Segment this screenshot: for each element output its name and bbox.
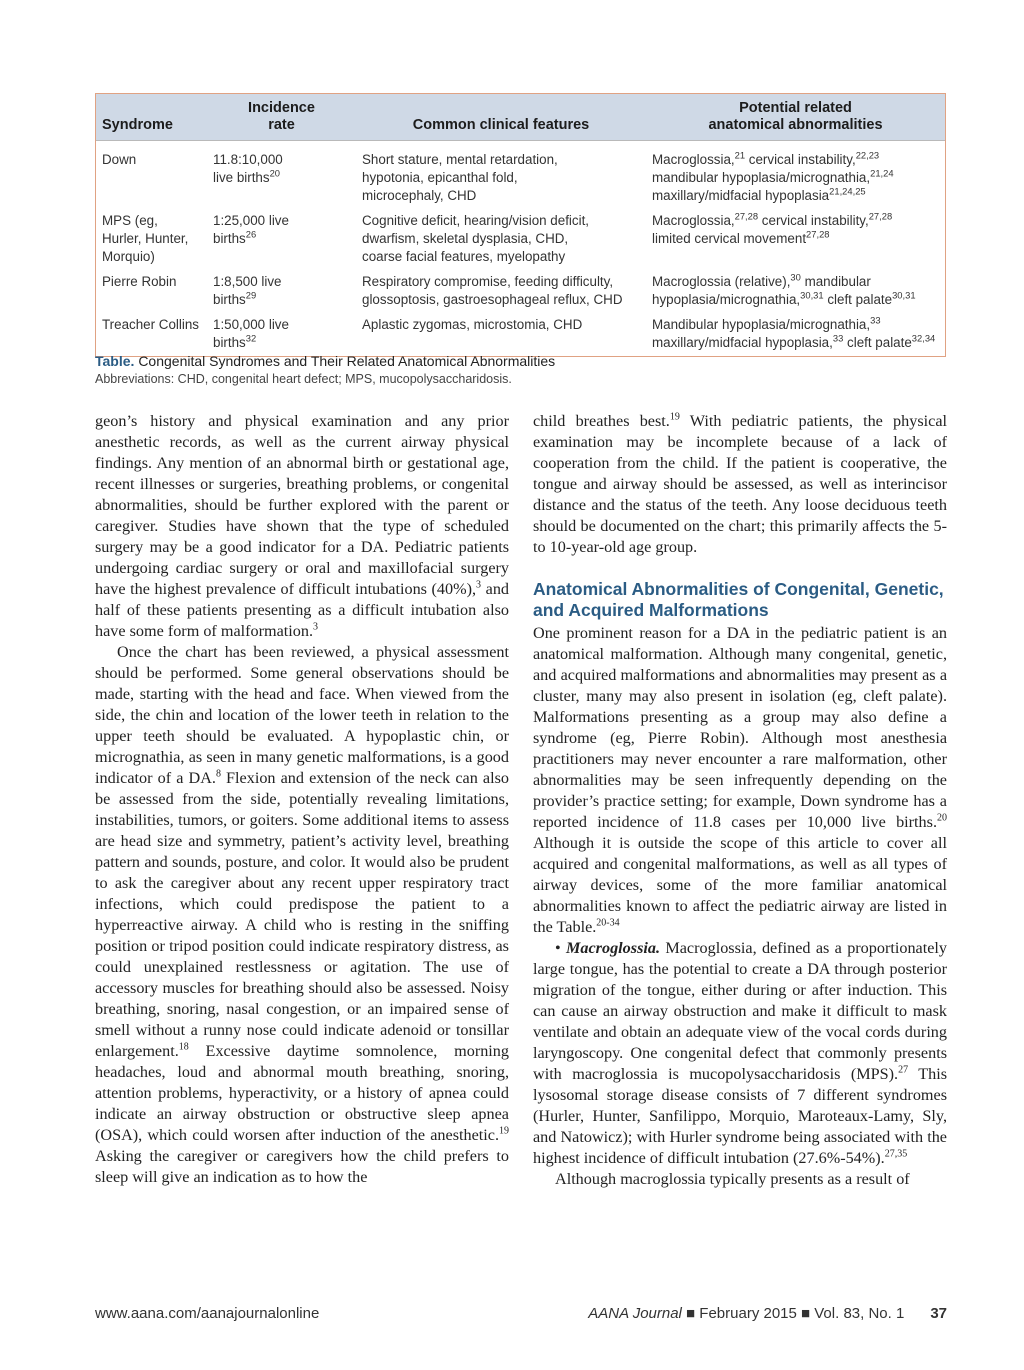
caption-abbreviations: Abbreviations: CHD, congenital heart defect; MPS, mucopolysaccharidosis. xyxy=(95,372,512,386)
table-row xyxy=(96,212,945,273)
incidence-cell: 1:50,000 live births$^{32}$ xyxy=(213,317,289,350)
syndrome-cell: MPS (eg, Hurler, Hunter, Morquio) xyxy=(102,213,189,264)
left-paragraph-1: geon’s history and physical examination and any prior anesthetic records, as well as the current airway physical findings. Any mention of an abnormal birth or gestational age, recent illnesses or surgeries, breathing problems, or congenital abnormalities, should be further explored with the parent or caregiver. Studies have shown that the type of scheduled surgery may be a good indicator for a DA. Pediatric patients undergoing cardiac surgery or oral and maxillofacial surgery have the highest prevalence of difficult intubations (40%),$^3$ and half of these patients presenting as a difficult intubation also have some form of malformation.$^3$ xyxy=(95,412,510,640)
table-row xyxy=(96,316,945,356)
incidence-cell: 11.8:10,000 live births$^{20}$ xyxy=(213,152,283,185)
table-caption xyxy=(95,352,975,388)
footer-journal-info: AANA Journal ■ February 2015 ■ Vol. 83, No. 1 37 xyxy=(588,1305,947,1322)
syndrome-table-section xyxy=(95,93,946,357)
abnormalities-cell: Macroglossia (relative),$^{30}$ mandibular hypoplasia/micrognathia,$^{30,31}$ cleft palate$^{30,31}$ xyxy=(652,272,916,307)
abnormalities-cell: Macroglossia,$^{21}$ cervical instability,$^{22,23}$ mandibular hypoplasia/micrognathia,$^{21,24}$ maxillary/midfacial hypoplasia$^{21,24,25}$ xyxy=(652,150,894,203)
left-column xyxy=(95,411,509,1188)
caption-label: Table. xyxy=(95,353,135,369)
footer-issue: February 2015 ■ Vol. 83, No. 1 xyxy=(699,1305,905,1322)
right-paragraph-2: One prominent reason for a DA in the pediatric patient is an anatomical malformation. Although many congenital, genetic, and acquired malformations and abnormalities may present as a cluster, many may also present in isolation (eg, cleft palate). Malformations presenting as a group may also define a syndrome (eg, Pierre Robin). Although most anesthesia practitioners may never encounter a rare malformation, other abnormalities may be seen infrequently depending on the provider’s practice setting; for example, Down syndrome has a reported incidence of 11.8 cases per 10,000 live births.$^{20}$ Although it is outside the scope of this article to cover all acquired and congenital malformations, as well as all types of airway devices, some of the more familiar anatomical abnormalities known to affect the pediatric airway are listed in the Table.$^{20-34}$ xyxy=(533,624,947,936)
syndrome-cell: Down xyxy=(102,152,137,167)
footer-journal-name: AANA Journal xyxy=(588,1305,682,1322)
left-paragraph-2: Once the chart has been reviewed, a physical assessment should be performed. Some general observations should be made, starting with the head and face. When viewed from the side, the chin and location of the lower teeth in relation to the upper teeth should be evaluated. A hypoplastic chin, or micrognathia, as seen in many genetic malformations, is a good indicator of a DA.$^8$ Flexion and extension of the neck can also be assessed from the side, potentially revealing limitations, instabilities, tumors, or goiters. Some additional items to assess are head size and symmetry, patient’s activity level, breathing pattern and sounds, posture, and color. It would also be prudent to ask the caregiver about any recent upper respiratory tract infections, which could predispose the patient to a hyperreactive airway. A child who is resting in the sniffing position or tripod position could indicate respiratory distress, as could unexplained restlessness or agitation. The use of accessory muscles for breathing should also be assessed. Noisy breathing, snoring, nasal congestion, or an impaired sense of smell without a runny nose could indicate adenoid or tonsillar enlargement.$^{18}$ Excessive daytime somnolence, morning headaches, loud and abnormal mouth breathing, snoring, attention problems, hyperactivity, or a history of apnea could indicate an airway obstruction or obstructive sleep apnea (OSA), which could worsen after induction of the anesthetic.$^{19}$ Asking the caregiver or caregivers how the child prefers to sleep will give an indication as to how the xyxy=(95,643,509,1186)
caption-title-line xyxy=(95,352,975,371)
abnormalities-cell: Macroglossia,$^{27,28}$ cervical instability,$^{27,28}$ limited cervical movement$^{27,28}$ xyxy=(652,211,893,246)
header-incidence: Incidence rate xyxy=(207,94,356,141)
table-body xyxy=(96,141,945,357)
incidence-cell: 1:8,500 live births$^{29}$ xyxy=(213,274,282,307)
right-paragraph-1: child breathes best.$^{19}$ With pediatric patients, the physical examination may be incomplete because of a lack of cooperation from the child. If the patient is cooperative, the tongue and airway should be assessed, as well as interincisor distance and the status of the teeth. Any loose deciduous teeth should be documented on the chart; this primarily affects the 5- to 10-year-old age group. xyxy=(533,411,947,556)
syndrome-cell: Pierre Robin xyxy=(102,274,177,289)
header-syndrome: Syndrome xyxy=(96,94,207,141)
table-header-row xyxy=(96,94,945,141)
table-row xyxy=(96,273,945,316)
caption-title: Congenital Syndromes and Their Related Anatomical Abnormalities xyxy=(138,353,556,369)
right-paragraph-4: Although macroglossia typically presents as a result of xyxy=(555,1170,910,1188)
header-features: Common clinical features xyxy=(356,94,646,141)
right-column xyxy=(533,411,947,1190)
features-cell: Respiratory compromise, feeding difficulty, glossoptosis, gastroesophageal reflux, CHD xyxy=(362,274,623,307)
features-cell: Aplastic zygomas, microstomia, CHD xyxy=(362,317,583,332)
incidence-cell: 1:25,000 live births$^{26}$ xyxy=(213,213,289,246)
syndrome-cell: Treacher Collins xyxy=(102,317,199,332)
section-heading: Anatomical Abnormalities of Congenital, Genetic, and Acquired Malformations xyxy=(533,579,944,620)
syndrome-table xyxy=(96,94,945,356)
abnormalities-cell: Mandibular hypoplasia/micrognathia,$^{33}$ maxillary/midfacial hypoplasia,$^{33}$ cleft palate$^{32,34}$ xyxy=(652,315,936,350)
features-cell: Cognitive deficit, hearing/vision deficit, dwarfism, skeletal dysplasia, CHD, coarse facial features, myelopathy xyxy=(362,213,590,264)
bullet-term-macroglossia: Macroglossia. xyxy=(566,939,661,957)
features-cell: Short stature, mental retardation, hypotonia, epicanthal fold, microcephaly, CHD xyxy=(362,152,558,203)
header-abnormalities: Potential related anatomical abnormalities xyxy=(646,94,945,141)
syndrome-table-box xyxy=(95,93,946,357)
footer-url[interactable]: www.aana.com/aanajournalonline xyxy=(95,1305,320,1322)
page-number: 37 xyxy=(930,1305,947,1322)
table-row xyxy=(96,141,945,213)
macroglossia-text: Macroglossia, defined as a proportionately large tongue, has the potential to create a DA through posterior migration of the tongue, either during or after induction. This can cause an airway obstruction and make it difficult to mask ventilate and obtain an adequate view of the vocal cords during laryngoscopy. One congenital defect that commonly presents with macroglossia is mucopolysaccharidosis (MPS).$^{27}$ This lysosomal storage disease consists of 7 different syndromes (Hurler, Hunter, Sanfilippo, Morquio, Maroteaux-Lamy, Sly, and Natowicz); with Hurler syndrome being associated with the highest incidence of difficult intubation (27.6%-54%).$^{27,35}$ xyxy=(533,939,947,1167)
right-paragraph-3: • Macroglossia. Macroglossia, defined as a proportionately large tongue, has the potential to create a DA through posterior migration of the tongue, either during or after induction. This can cause an airway obstruction and make it difficult to mask ventilate and obtain an adequate view of the vocal cords during laryngoscopy. One congenital defect that commonly presents with macroglossia is mucopolysaccharidosis (MPS).$^{27}$ This lysosomal storage disease consists of 7 different syndromes (Hurler, Hunter, Sanfilippo, Morquio, Maroteaux-Lamy, Sly, and Natowicz); with Hurler syndrome being associated with the highest incidence of difficult intubation (27.6%-54%).$^{27,35}$ xyxy=(533,939,947,1167)
